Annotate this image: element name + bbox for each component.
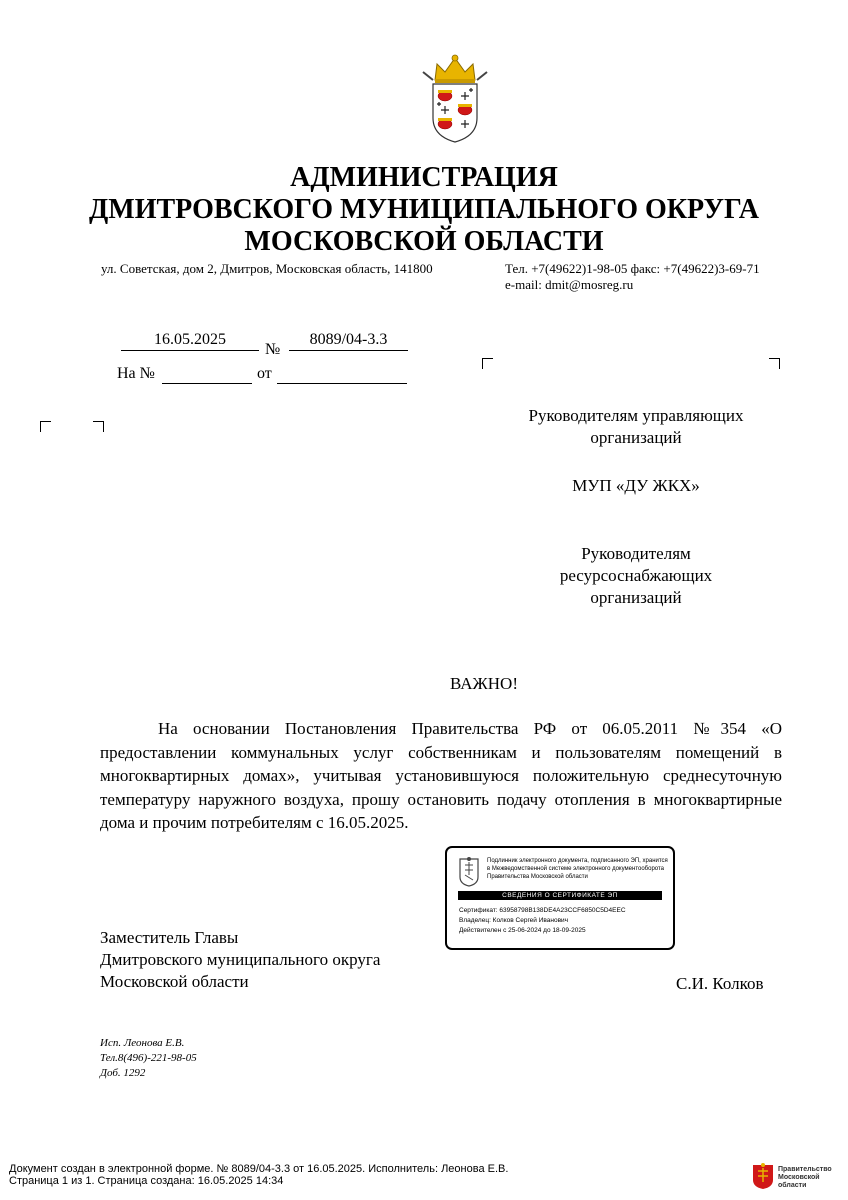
reply-from-label: от xyxy=(257,365,272,382)
org-email: e-mail: dmit@mosreg.ru xyxy=(505,277,634,292)
footer-line-2: Страница 1 из 1. Страница создана: 16.05.2025 14:34 xyxy=(9,1175,284,1187)
moscow-region-logo-text xyxy=(778,1166,848,1190)
stamp-validity: Действителен с 25-06-2024 до 18-09-2025 xyxy=(459,927,586,934)
registration-number-label: № xyxy=(265,341,281,358)
subject-corner-mark-left xyxy=(40,421,51,432)
moscow-region-logo-icon xyxy=(751,1162,775,1190)
executor-name: Исп. Леонова Е.В. xyxy=(100,1037,185,1049)
coat-of-arms-emblem xyxy=(419,52,491,144)
subject-corner-mark-right xyxy=(93,421,104,432)
signatory-position xyxy=(100,927,380,993)
org-title-line-3: МОСКОВСКОЙ ОБЛАСТИ xyxy=(244,226,604,257)
registration-number: 8089/04-3.3 xyxy=(289,330,408,351)
recipient-resource-suppliers: Руководителям ресурсоснабжающих организаций xyxy=(559,544,713,607)
recipient-mup-du-zhkh: МУП «ДУ ЖКХ» xyxy=(572,476,700,495)
stamp-emblem-icon xyxy=(457,855,481,887)
org-title-line-2: ДМИТРОВСКОГО МУНИЦИПАЛЬНОГО ОКРУГА xyxy=(89,194,759,225)
important-heading: ВАЖНО! xyxy=(450,674,518,693)
electronic-signature-stamp xyxy=(445,846,675,950)
org-phone-fax: Тел. +7(49622)1-98-05 факс: +7(49622)3-69-71 xyxy=(505,261,760,276)
logo-text-line-1: Правительство xyxy=(778,1166,832,1173)
org-title-line-1: АДМИНИСТРАЦИЯ xyxy=(290,162,558,193)
addressee-corner-mark-left xyxy=(482,358,493,369)
letter-body: На основании Постановления Правительства РФ от 06.05.2011 №354 «О предоставлении коммунальных услуг собственникам и пользователям помещений в многоквартирных домах», учитывая установившуюся положительную среднесуточную температуру наружного воздуха, прошу остановить подачу отопления в многоквартирные дома и прочим потребителям с 16.05.2025. xyxy=(100,719,782,832)
reply-to-label: На № xyxy=(117,365,155,382)
executor-phone: Тел.8(496)-221-98-05 xyxy=(100,1052,197,1064)
footer-line-1: Документ создан в электронной форме. № 8089/04-3.3 от 16.05.2025. Исполнитель: Леонова Е.В. xyxy=(9,1163,509,1175)
logo-text-line-2: Московской области xyxy=(778,1174,820,1189)
reply-from-date-blank xyxy=(277,364,407,384)
executor-ext: Доб. 1292 xyxy=(100,1067,146,1079)
page-footer xyxy=(9,1163,508,1187)
stamp-owner: Владелец: Колков Сергей Иванович xyxy=(459,917,569,924)
org-address: ул. Советская, дом 2, Дмитров, Московская область, 141800 xyxy=(101,261,433,276)
executor-info xyxy=(100,1036,197,1081)
stamp-certificate-bar: СВЕДЕНИЯ О СЕРТИФИКАТЕ ЭП xyxy=(458,891,662,900)
signatory-name: С.И. Колков xyxy=(676,974,764,993)
recipient-management-companies: Руководителям управляющих организаций xyxy=(528,406,744,447)
reply-to-number-blank xyxy=(162,364,252,384)
signatory-position-line-1: Заместитель Главы xyxy=(100,928,239,947)
stamp-certificate-id: Сертификат: 63958798B138DE4A23CCF6850C5D4EEC xyxy=(459,907,626,914)
signatory-position-line-2: Дмитровского муниципального округа xyxy=(100,950,381,969)
stamp-header-text: Подлинник электронного документа, подписанного ЭП, хранится в Межведомственной системе электронного документооборота Правительства Московской области xyxy=(487,858,668,880)
signatory-position-line-3: Московской области xyxy=(100,972,249,991)
addressee-corner-mark-right xyxy=(769,358,780,369)
registration-date: 16.05.2025 xyxy=(121,330,259,351)
